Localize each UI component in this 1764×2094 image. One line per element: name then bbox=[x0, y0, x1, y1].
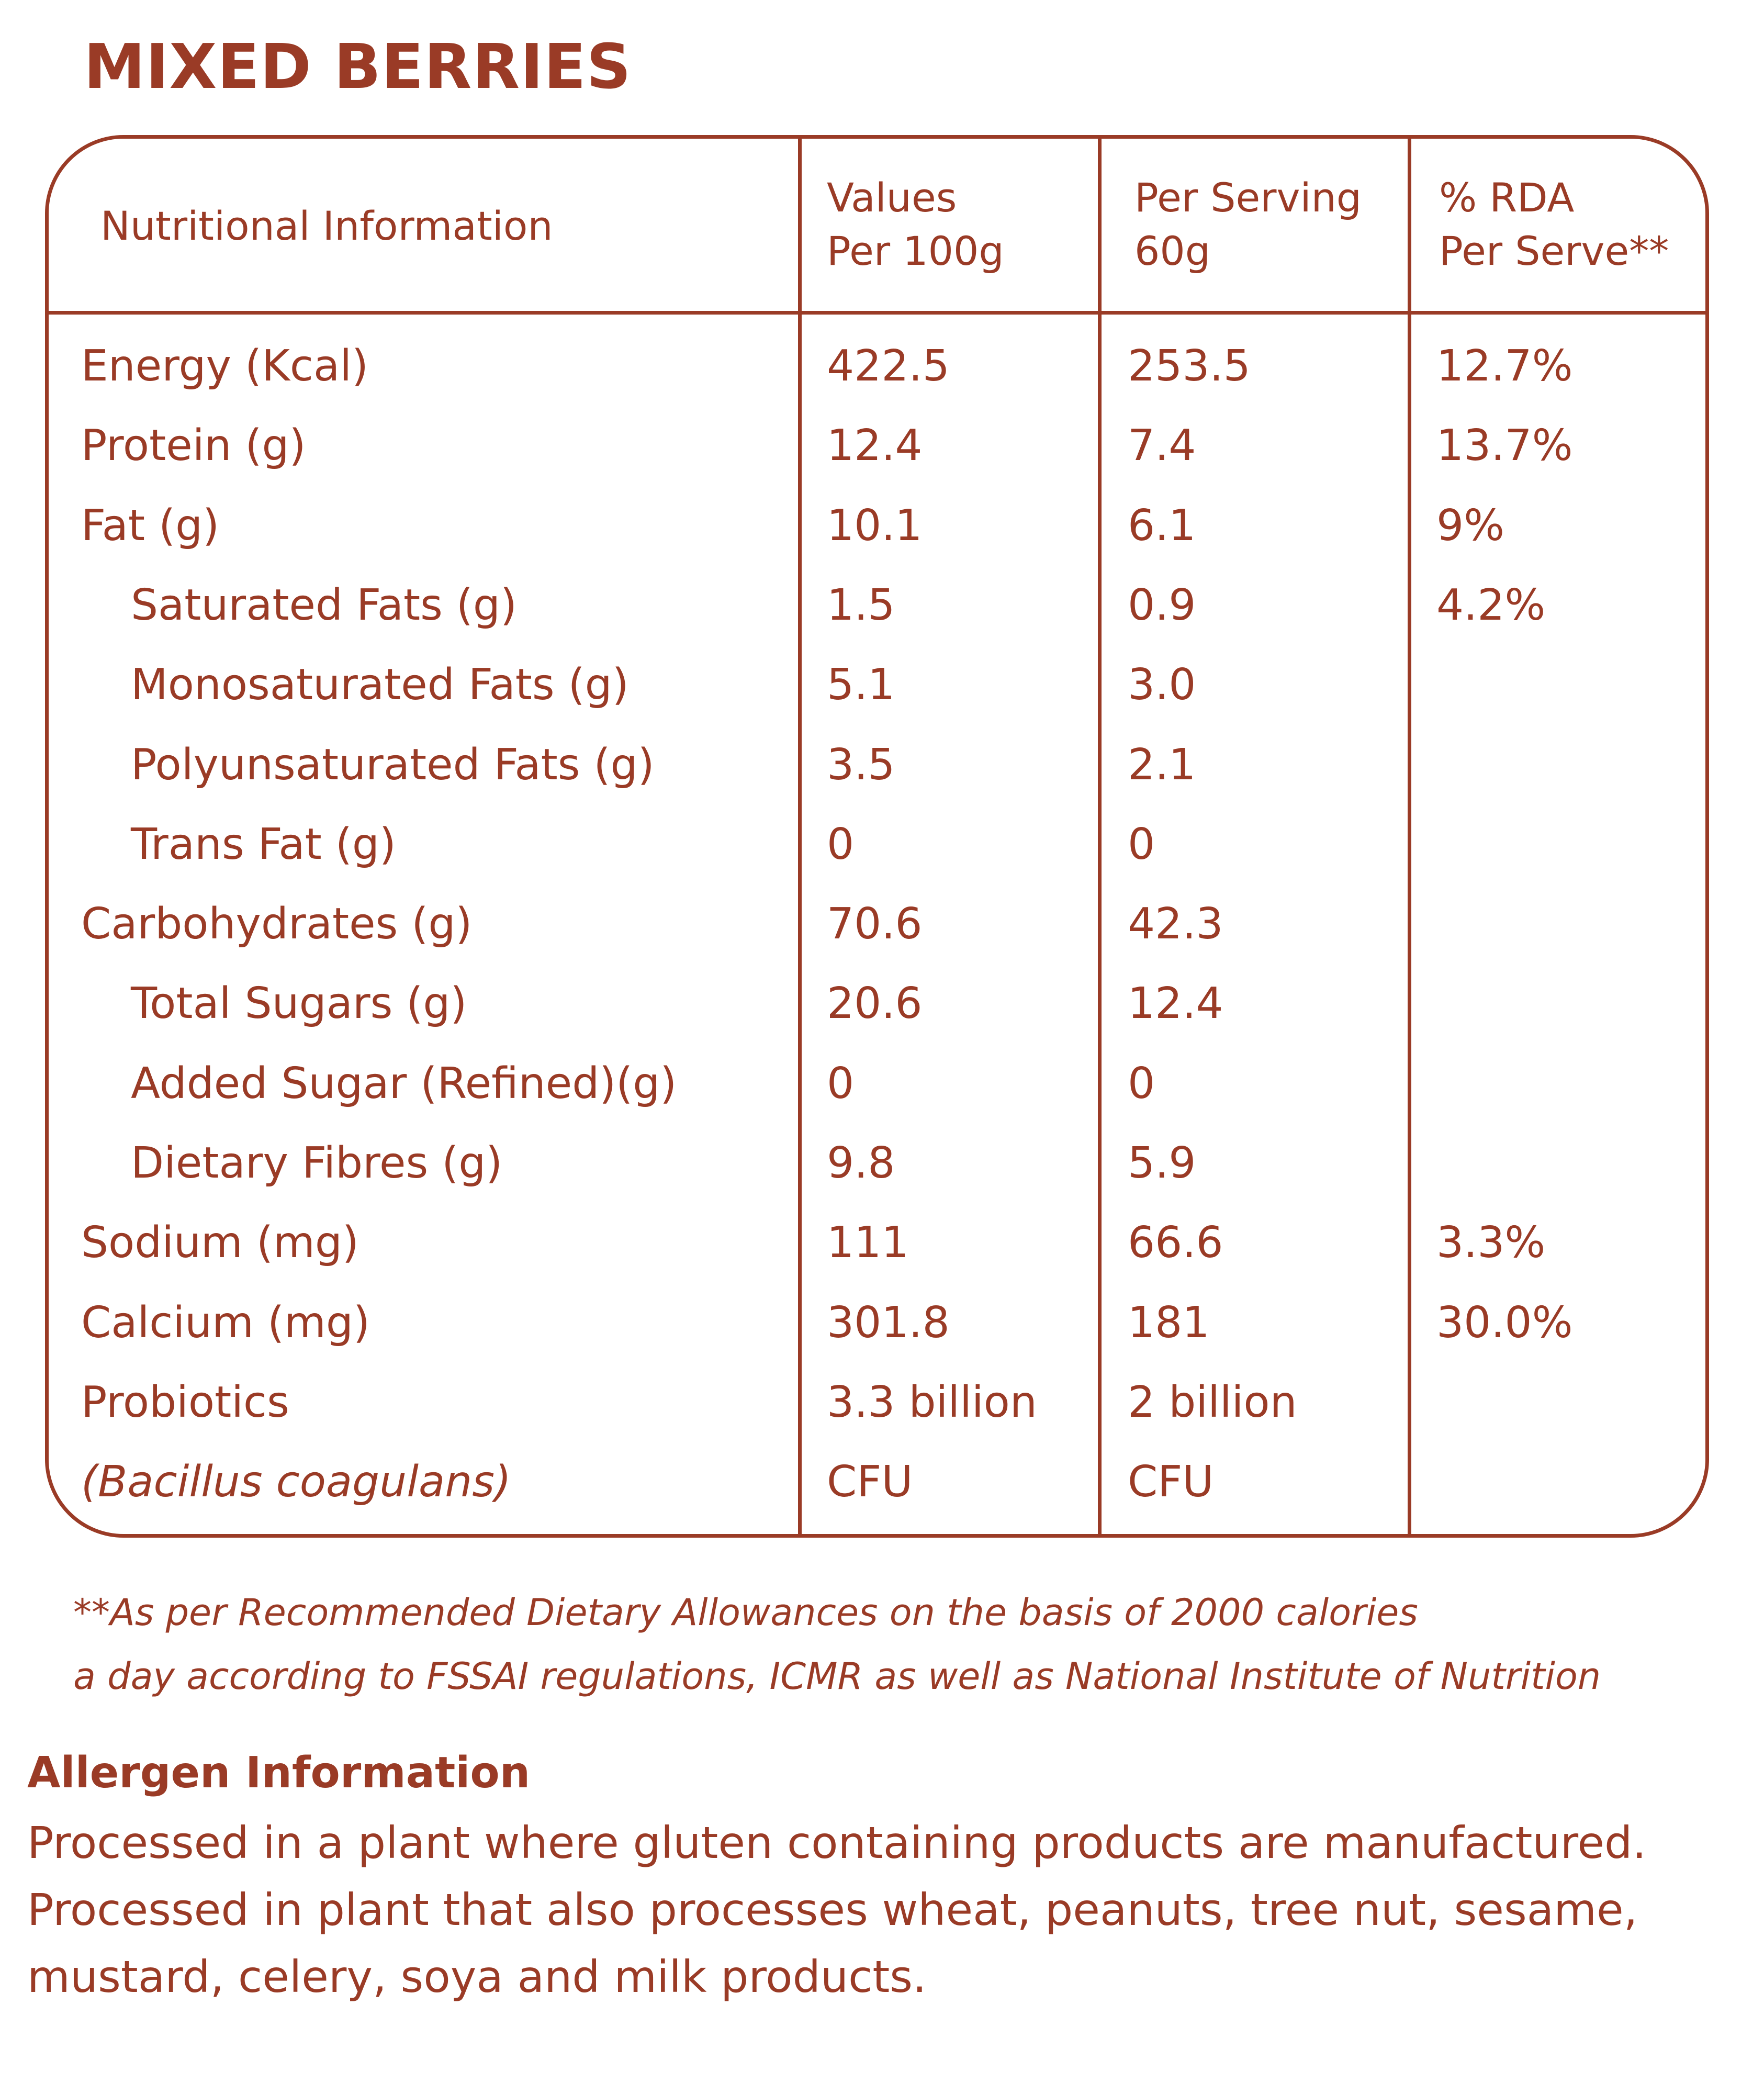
value-per-serving: 0 bbox=[1128, 820, 1155, 869]
nutrient-label: Energy (Kcal) bbox=[81, 341, 369, 391]
value-rda: 12.7% bbox=[1436, 341, 1573, 391]
nutrient-label: (Bacillus coagulans) bbox=[81, 1457, 511, 1507]
value-per-100g: 3.5 bbox=[827, 740, 895, 790]
value-per-100g: 422.5 bbox=[827, 341, 950, 391]
value-per-serving: 6.1 bbox=[1128, 501, 1196, 551]
value-per-serving: 7.4 bbox=[1128, 421, 1196, 471]
header-nutritional-information: Nutritional Information bbox=[100, 203, 553, 249]
value-per-serving: 12.4 bbox=[1128, 979, 1223, 1028]
value-per-serving: CFU bbox=[1128, 1457, 1214, 1507]
nutrient-label: Polyunsaturated Fats (g) bbox=[131, 740, 655, 790]
allergen-line3: mustard, celery, soya and milk products. bbox=[27, 1951, 927, 2002]
value-per-100g: 111 bbox=[827, 1218, 909, 1268]
value-rda: 9% bbox=[1436, 501, 1505, 551]
nutrient-label: Calcium (mg) bbox=[81, 1298, 370, 1348]
header-values-line1: Values bbox=[827, 174, 957, 221]
value-per-100g: 0 bbox=[827, 1059, 855, 1108]
nutrient-label: Saturated Fats (g) bbox=[131, 580, 517, 630]
value-per-serving: 2.1 bbox=[1128, 740, 1196, 790]
nutrient-label: Monosaturated Fats (g) bbox=[131, 660, 629, 710]
value-per-serving: 181 bbox=[1128, 1298, 1210, 1348]
value-per-serving: 2 billion bbox=[1128, 1378, 1297, 1427]
nutrient-label: Added Sugar (Refined)(g) bbox=[131, 1059, 677, 1108]
nutrient-label: Protein (g) bbox=[81, 421, 306, 471]
column-divider-3 bbox=[1408, 135, 1411, 1538]
value-per-100g: 301.8 bbox=[827, 1298, 950, 1348]
nutrient-label: Total Sugars (g) bbox=[131, 979, 467, 1028]
footnote-line2: a day according to FSSAI regulations, ICMR as well as National Institute of Nutrition bbox=[73, 1655, 1601, 1698]
value-rda: 30.0% bbox=[1436, 1298, 1573, 1348]
allergen-title: Allergen Information bbox=[27, 1748, 531, 1798]
allergen-line1: Processed in a plant where gluten containing products are manufactured. bbox=[27, 1817, 1647, 1868]
value-per-100g: 0 bbox=[827, 820, 855, 869]
column-divider-2 bbox=[1098, 135, 1102, 1538]
header-serving-line1: Per Serving bbox=[1134, 174, 1362, 221]
value-per-100g: 70.6 bbox=[827, 899, 923, 949]
value-per-serving: 3.0 bbox=[1128, 660, 1196, 710]
value-per-serving: 42.3 bbox=[1128, 899, 1223, 949]
value-per-serving: 5.9 bbox=[1128, 1138, 1196, 1188]
value-per-100g: 1.5 bbox=[827, 580, 895, 630]
value-per-100g: 3.3 billion bbox=[827, 1378, 1037, 1427]
nutrient-label: Trans Fat (g) bbox=[131, 820, 396, 869]
value-rda: 3.3% bbox=[1436, 1218, 1546, 1268]
value-rda: 4.2% bbox=[1436, 580, 1546, 630]
header-values-line2: Per 100g bbox=[827, 228, 1004, 274]
header-divider bbox=[45, 311, 1709, 315]
header-serving-line2: 60g bbox=[1134, 228, 1210, 274]
nutrient-label: Dietary Fibres (g) bbox=[131, 1138, 503, 1188]
value-per-100g: 5.1 bbox=[827, 660, 895, 710]
value-per-serving: 0.9 bbox=[1128, 580, 1196, 630]
value-per-100g: 20.6 bbox=[827, 979, 923, 1028]
value-per-serving: 0 bbox=[1128, 1059, 1155, 1108]
nutrient-label: Probiotics bbox=[81, 1378, 289, 1427]
header-rda-line1: % RDA bbox=[1439, 174, 1575, 221]
value-per-100g: 12.4 bbox=[827, 421, 923, 471]
value-per-100g: 10.1 bbox=[827, 501, 923, 551]
value-rda: 13.7% bbox=[1436, 421, 1573, 471]
value-per-100g: CFU bbox=[827, 1457, 913, 1507]
nutrient-label: Fat (g) bbox=[81, 501, 220, 551]
value-per-serving: 66.6 bbox=[1128, 1218, 1223, 1268]
nutrient-label: Carbohydrates (g) bbox=[81, 899, 473, 949]
value-per-100g: 9.8 bbox=[827, 1138, 895, 1188]
value-per-serving: 253.5 bbox=[1128, 341, 1251, 391]
header-rda-line2: Per Serve** bbox=[1439, 228, 1669, 274]
nutrient-label: Sodium (mg) bbox=[81, 1218, 359, 1268]
footnote-line1: **As per Recommended Dietary Allowances on the basis of 2000 calories bbox=[73, 1591, 1418, 1634]
column-divider-1 bbox=[798, 135, 802, 1538]
allergen-line2: Processed in plant that also processes wheat, peanuts, tree nut, sesame, bbox=[27, 1884, 1638, 1935]
page-title: MIXED BERRIES bbox=[84, 30, 632, 103]
